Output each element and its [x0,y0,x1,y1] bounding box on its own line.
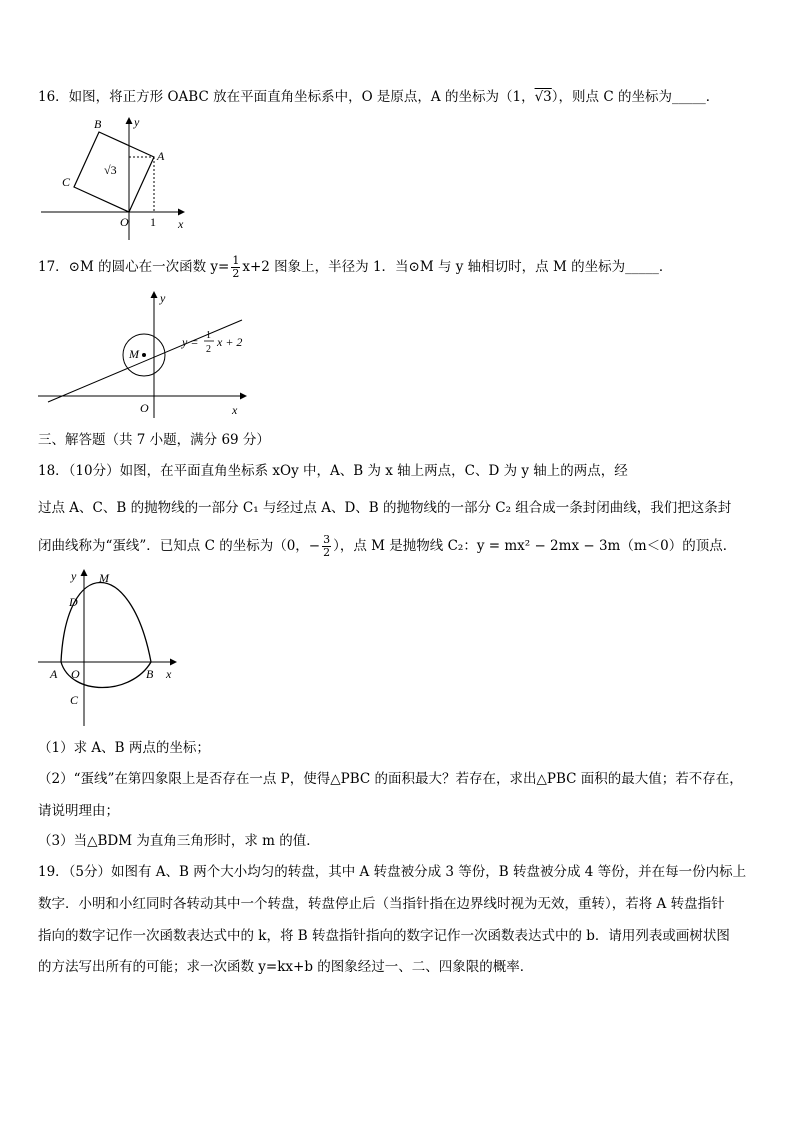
q17-label-x: x [232,403,238,417]
q16-label-1: 1 [150,215,156,229]
q18-sub3: （3）当△BDM 为直角三角形时，求 m 的值． [38,833,320,849]
q16-text [38,88,719,106]
q18-label-C: C [70,693,79,707]
q17-label-eq-left: y = [182,335,199,349]
q17-label-eq-right: x + 2 [217,335,243,349]
q16-figure [36,112,196,244]
q18-line3-suffix: ），点 M 是抛物线 C₂：y = mx² − 2mx − 3m（m＜0）的顶点． [333,538,737,554]
q17-frac-den: 2 [232,267,240,280]
q18-fraction [322,534,331,559]
q18-label-A: A [50,667,58,681]
q17-prefix: 17．⊙M 的圆心在一次函数 y= [38,259,230,275]
q16-label-O: O [120,215,129,229]
q17-label-eq-den: 2 [206,344,211,355]
q17-label-eq-num: 1 [206,330,211,341]
q16-label-C: C [62,175,71,189]
q18-line3 [38,534,736,559]
q17-label-O: O [140,401,149,415]
q19-line4: 的方法写出所有的可能；求一次函数 y=kx+b 的图象经过一、二、四象限的概率． [38,959,534,975]
q16-sqrt: √3 [534,89,552,105]
q18-frac-den: 2 [323,546,331,559]
q19-line3: 指向的数字记作一次函数表达式中的 k，将 B 转盘指针指向的数字记作一次函数表达式中的 b．请用列表或画树状图 [38,928,730,944]
q16-label-A: A [157,149,165,163]
q18-label-y: y [71,569,77,583]
q18-line3-prefix: 闭曲线称为“蛋线”．已知点 C 的坐标为（0，− [38,538,321,554]
q17-frac-num: 1 [232,254,240,267]
q16-label-y: y [134,115,140,129]
q16-prefix: 16．如图，将正方形 OABC 放在平面直角坐标系中，O 是原点，A 的坐标为（1， [38,89,535,105]
q17-suffix: x+2 图象上，半径为 1．当⊙M 与 y 轴相切时，点 M 的坐标为_____． [242,259,673,275]
q16-label-sqrt3: √3 [104,163,117,177]
q17-line [48,320,242,402]
q18-frac-num: 3 [323,533,331,546]
q18-label-B: B [146,667,154,681]
q19-line2: 数字．小明和小红同时各转动其中一个转盘，转盘停止后（当指针指在边界线时视为无效，重转），若将 A 转盘指针 [38,896,725,912]
q18-label-M: M [99,571,109,585]
q18-figure [36,566,184,730]
q17-text [38,255,672,280]
q16-label-B: B [94,117,102,131]
q18-label-D: D [69,595,78,609]
q18-label-O: O [71,667,80,681]
section3-heading: 三、解答题（共 7 小题，满分 69 分） [38,432,270,448]
q18-sub2b: 请说明理由； [38,803,119,819]
q17-label-y: y [160,291,166,305]
q18-sub2a: （2）“蛋线”在第四象限上是否存在一点 P，使得△PBC 的面积最大？若存在，求出△PBC 面积的最大值；若不存在， [38,771,743,787]
q16-suffix: ），则点 C 的坐标为_____． [551,89,720,105]
q16-label-x: x [178,217,184,231]
q18-line2: 过点 A、C、B 的抛物线的一部分 C₁ 与经过点 A、D、B 的抛物线的一部分 C₂ 组合成一条封闭曲线，我们把这条封 [38,500,732,516]
q18-sub1: （1）求 A、B 两点的坐标； [38,740,210,756]
q17-center-dot [142,353,146,357]
q18-line1: 18．（10分）如图，在平面直角坐标系 xOy 中，A、B 为 x 轴上两点，C、D 为 y 轴上的两点，经 [38,463,628,479]
q17-figure [36,286,252,422]
q17-fraction [231,255,240,280]
q19-line1: 19．（5分）如图有 A、B 两个大小均匀的转盘，其中 A 转盘被分成 3 等份，B 转盘被分成 4 等份，并在每一份内标上 [38,864,747,880]
q17-label-M: M [129,347,139,361]
q18-label-x: x [166,667,172,681]
